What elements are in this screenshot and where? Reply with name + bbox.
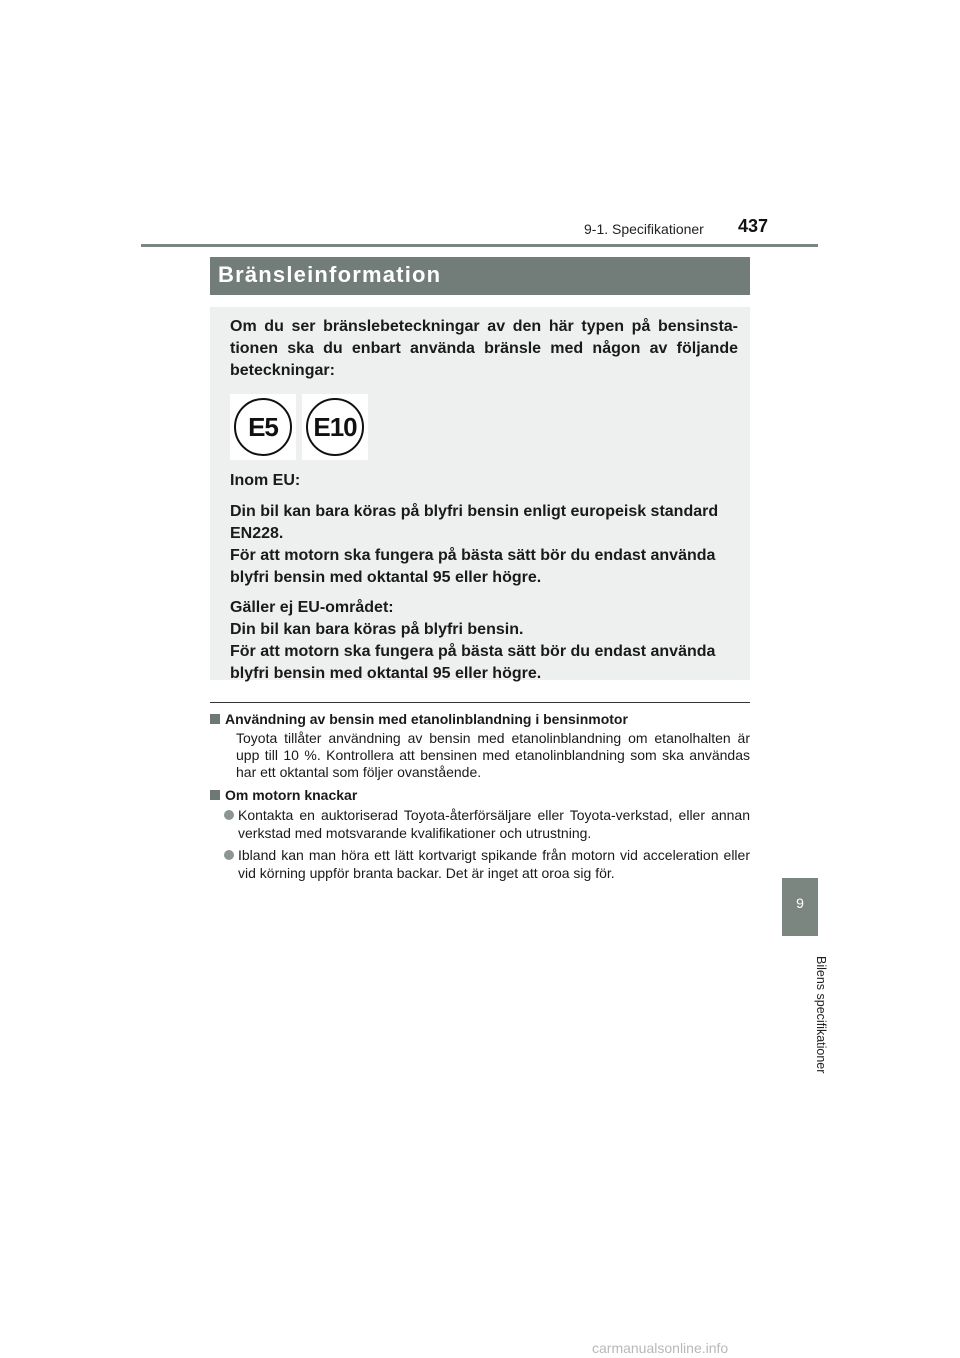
knocking-bullet-2-text: Ibland kan man höra ett lätt kortvarigt spikande från motorn vid acceleration eller vid körning uppför branta backar. Det är inget att oroa sig för. bbox=[238, 847, 750, 881]
header-section-title: 9-1. Specifikationer bbox=[584, 221, 704, 237]
spacer bbox=[230, 492, 740, 501]
section-title-bar: Bränsleinformation bbox=[210, 257, 750, 295]
non-eu-heading: Gäller ej EU-området: bbox=[230, 599, 394, 616]
knocking-bullet-1-text: Kontakta en auktoriserad Toyota-återförsäljare eller Toyota-verkstad, eller annan verkstad med motsvarande kvalifikationer och utrustning. bbox=[238, 807, 750, 841]
fuel-label-e10-text: E10 bbox=[313, 411, 357, 442]
spacer bbox=[230, 589, 740, 597]
topic-ethanol-title: Användning av bensin med etanolinblandning i bensinmotor bbox=[225, 711, 628, 727]
square-bullet-icon bbox=[210, 714, 220, 724]
notes-section bbox=[210, 702, 750, 886]
fuel-label-e5 bbox=[230, 394, 296, 460]
non-eu-text-unleaded: Din bil kan bara köras på blyfri bensin. bbox=[230, 621, 524, 638]
topic-ethanol-text: Toyota tillåter användning av bensin med etanolinblandning om etanolhalten är upp till 10 %. Kontrollera att bensinen med etanolinblandning som ska användas har ett oktantal som följer ovanstående. bbox=[236, 730, 750, 780]
fuel-label-e10 bbox=[302, 394, 368, 460]
square-bullet-icon bbox=[210, 790, 220, 800]
notes-rule bbox=[210, 702, 750, 703]
knocking-bullet-2 bbox=[224, 846, 750, 882]
circle-bullet-icon bbox=[224, 850, 234, 860]
fuel-label-e5-ring bbox=[234, 398, 292, 456]
eu-text-octane: För att motorn ska fungera på bästa sätt bör du endast använda blyfri bensin med oktantal 95 eller högre. bbox=[230, 547, 716, 586]
topic-ethanol bbox=[210, 711, 750, 728]
chapter-number: 9 bbox=[796, 895, 804, 911]
chapter-side-label: Bilens specifikationer bbox=[814, 956, 828, 1074]
fuel-intro-text: Om du ser bränslebeteckningar av den här typen på bensinsta-tionen ska du enbart använda bränsle med någon av följande beteckningar: bbox=[230, 318, 738, 379]
chapter-tab bbox=[782, 878, 818, 936]
watermark: carmanualsonline.info bbox=[592, 1340, 729, 1356]
knocking-bullet-1 bbox=[224, 806, 750, 842]
fuel-label-e10-ring bbox=[306, 398, 364, 456]
fuel-label-e5-text: E5 bbox=[248, 411, 278, 442]
topic-knocking bbox=[210, 787, 750, 804]
non-eu-text-octane: För att motorn ska fungera på bästa sätt bör du endast använda blyfri bensin med oktantal 95 eller högre. bbox=[230, 643, 716, 682]
header-rule bbox=[141, 244, 818, 247]
eu-heading: Inom EU: bbox=[230, 472, 301, 489]
topic-knocking-title: Om motorn knackar bbox=[225, 787, 358, 803]
fuel-info-box bbox=[210, 307, 750, 680]
eu-text-standard: Din bil kan bara köras på blyfri bensin enligt europeisk standard EN228. bbox=[230, 503, 719, 542]
fuel-labels bbox=[230, 394, 740, 460]
page-number: 437 bbox=[738, 216, 769, 236]
circle-bullet-icon bbox=[224, 810, 234, 820]
